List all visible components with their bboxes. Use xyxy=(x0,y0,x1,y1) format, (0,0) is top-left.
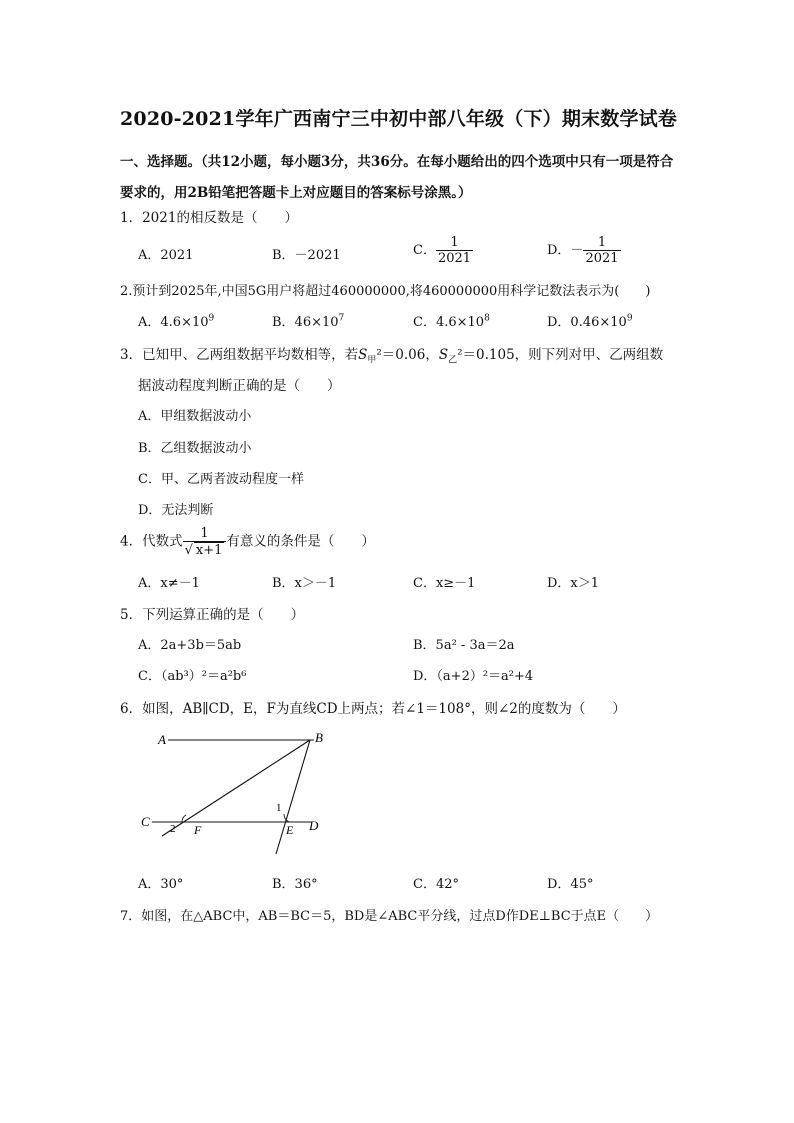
q4-stem-text-post: 有意义的条件是（ ） xyxy=(226,533,375,550)
q2-option-a xyxy=(138,311,214,330)
fraction-numerator: 1 xyxy=(597,235,607,250)
q2-option-b-base: B．46×10 xyxy=(272,315,339,330)
q3-option-b: B．乙组数据波动小 xyxy=(138,441,252,456)
q1-option-d-fraction xyxy=(583,235,620,266)
q5-option-b: B．5a² - 3a＝2a xyxy=(413,638,515,653)
question-4-stem xyxy=(120,526,375,558)
label-f: F xyxy=(194,823,202,837)
section-heading: 一、选择题。（共12小题，每小题3分，共36分。在每小题给出的四个选项中只有一项是符合要求的，用2B铅笔把答题卡上对应题目的答案标号涂黑。） xyxy=(120,154,674,201)
q6-option-c: C．42° xyxy=(413,877,459,892)
fraction-denominator: 2021 xyxy=(585,251,619,266)
q2-option-d xyxy=(547,311,633,330)
q4-option-b: B．x＞－1 xyxy=(272,576,337,591)
q4-option-d: D．x＞1 xyxy=(547,576,600,591)
label-d: D xyxy=(309,818,319,833)
question-1-stem: 1．2021的相反数是（ ） xyxy=(120,210,298,226)
question-2-stem: 2.预计到2025年,中国5G用户将超过460000000,将460000000用科学记数法表示为( ) xyxy=(120,284,651,299)
q6-option-b: B．36° xyxy=(272,877,318,892)
q2-option-c-exponent: 8 xyxy=(484,313,490,324)
label-b: B xyxy=(315,730,323,745)
fraction-denominator: 2021 xyxy=(437,251,472,266)
variance-value-jia: ²＝0.06， xyxy=(376,347,439,363)
variance-subscript-jia: 甲 xyxy=(367,355,377,366)
question-6-stem: 6．如图，AB∥CD，E，F为直线CD上两点；若∠1＝108°，则∠2的度数为（ ） xyxy=(120,701,626,717)
parallel-lines-figure xyxy=(138,728,338,856)
label-c: C xyxy=(141,814,150,829)
q2-option-a-base: A．4.6×10 xyxy=(138,315,209,330)
fraction-denominator xyxy=(183,541,227,558)
q2-option-b-exponent: 7 xyxy=(338,313,345,324)
q3-option-d: D．无法判断 xyxy=(138,503,214,518)
q3-option-a: A．甲组数据波动小 xyxy=(138,409,252,424)
q3-option-c: C．甲、乙两者波动程度一样 xyxy=(138,472,304,487)
variance-symbol: S xyxy=(438,347,449,363)
q1-option-c-fraction xyxy=(436,235,473,266)
q1-option-c-label: C． xyxy=(413,243,436,258)
fraction-numerator: 1 xyxy=(200,526,209,541)
q2-option-c xyxy=(413,311,490,330)
question-7-stem: 7．如图，在△ABC中，AB＝BC＝5，BD是∠ABC平分线，过点D作DE⊥BC于点E（ ） xyxy=(120,909,659,924)
q6-option-a: A．30° xyxy=(138,877,184,892)
question-3-stem-line2: 据波动程度判断正确的是（ ） xyxy=(138,378,341,394)
q2-option-d-base: D．0.46×10 xyxy=(547,315,627,330)
q5-option-d: D．（a+2）²＝a²+4 xyxy=(413,669,534,684)
q1-option-d-label: D．－ xyxy=(547,243,584,258)
q4-option-c: C．x≥－1 xyxy=(413,576,476,591)
q4-stem-text: 4．代数式 xyxy=(120,533,183,550)
label-a: A xyxy=(158,732,166,747)
variance-symbol: S xyxy=(358,347,368,363)
exam-title: 2020-2021学年广西南宁三中初中部八年级（下）期末数学试卷 xyxy=(120,108,678,130)
fraction-numerator: 1 xyxy=(450,235,459,250)
q1-option-c xyxy=(413,235,473,266)
variance-value-yi: ²＝0.105，则下列对甲、乙两组数 xyxy=(457,347,664,363)
q1-option-a: A．2021 xyxy=(138,248,194,263)
q4-option-a: A．x≠－1 xyxy=(138,576,200,591)
variance-subscript-yi: 乙 xyxy=(448,355,458,366)
q2-option-b xyxy=(272,311,344,330)
question-3-stem xyxy=(120,343,664,366)
label-e: E xyxy=(286,823,294,837)
angle-2-label: 2 xyxy=(170,823,176,835)
q2-option-d-exponent: 9 xyxy=(626,313,633,324)
q6-option-d: D．45° xyxy=(547,877,594,892)
angle-1-label: 1 xyxy=(276,802,282,814)
q3-stem-text: 3．已知甲、乙两组数据平均数相等，若 xyxy=(120,347,359,363)
q1-option-b: B．－2021 xyxy=(272,248,341,263)
q2-option-a-exponent: 9 xyxy=(208,313,215,324)
q1-option-d xyxy=(547,235,621,266)
q4-radical-fraction xyxy=(183,526,227,558)
q5-option-c: C．（ab³）²＝a²b⁶ xyxy=(138,669,247,684)
radicand: x+1 xyxy=(195,543,223,558)
sqrt-icon: √ xyxy=(184,543,193,558)
q2-option-c-base: C．4.6×10 xyxy=(413,315,485,330)
question-5-stem: 5．下列运算正确的是（ ） xyxy=(120,607,305,623)
q5-option-a: A．2a+3b＝5ab xyxy=(138,638,242,653)
